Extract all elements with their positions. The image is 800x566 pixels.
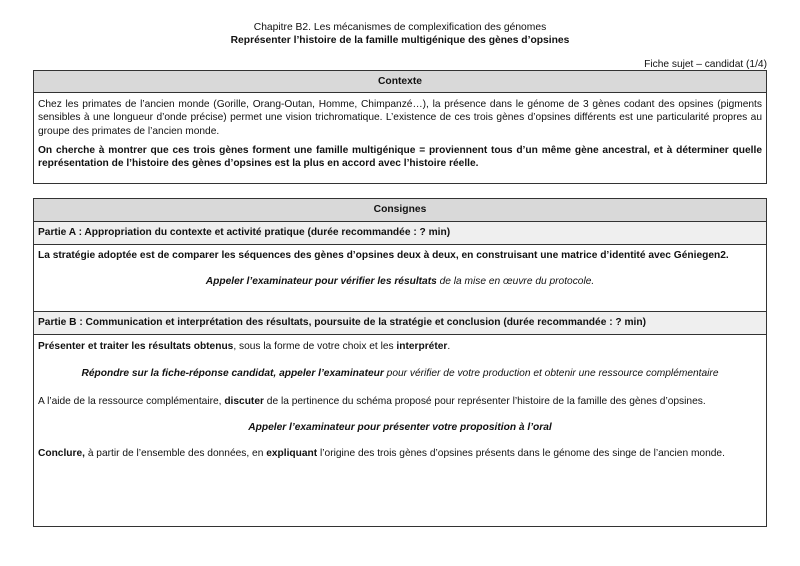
partie-b-present (38, 340, 762, 353)
present-bold: Présenter et traiter les résultats obtenus (38, 341, 234, 352)
conclude-rest: l’origine des trois gènes d’opsines présents dans le génome des singe de l’ancien monde. (317, 448, 725, 459)
conclude-bold: Conclure, (38, 448, 85, 459)
document-title: Représenter l’histoire de la famille multigénique des gènes d’opsines (230, 35, 570, 46)
respond-bold: Répondre sur la fiche-réponse candidat, appeler l’examinateur (81, 368, 384, 380)
present-bold-2: interpréter (396, 341, 448, 352)
contexte-title: Contexte (34, 71, 766, 93)
conclude-bold-2: expliquant (266, 448, 318, 459)
consignes-box (33, 198, 767, 527)
partie-b-respond (38, 367, 762, 380)
partie-b-heading: Partie B : Communication et interprétation des résultats, poursuite de la stratégie et conclusion (durée recommandée : ? min) (34, 311, 766, 335)
partie-b-oral: Appeler l’examinateur pour présenter votre proposition à l’oral (248, 421, 552, 433)
consignes-title: Consignes (34, 199, 766, 222)
contexte-paragraph-1: Chez les primates de l’ancien monde (Gorille, Orang-Outan, Homme, Chimpanzé…), la présence dans le génome de 3 gènes codant des opsines (pigments sensibles à une longueur d’onde précise) permet une vision trichromatique. L’existence de ces trois gènes d’opsines différents est une particularité propres au groupe des primates de l’ancien monde. (38, 99, 762, 137)
present-mid: , sous la forme de votre choix et les (233, 341, 397, 352)
respond-rest: pour vérifier de votre production et obtenir une ressource complémentaire (383, 368, 719, 380)
chapter-title: Chapitre B2. Les mécanismes de complexification des génomes (253, 22, 547, 33)
discuss-bold: discuter (224, 395, 264, 407)
contexte-paragraph-2: On cherche à montrer que ces trois gènes forment une famille multigénique = proviennent tous d’un même gène ancestral, et à déterminer quelle représentation de l’histoire des gènes d’opsines est la plus en accord avec l’histoire réelle. (38, 144, 762, 169)
partie-a-call-bold: Appeler l’examinateur pour vérifier les résultats (205, 276, 437, 288)
partie-b-discuss (38, 395, 762, 408)
document-header (0, 21, 800, 47)
discuss-rest: de la pertinence du schéma proposé pour représenter l’histoire de la famille des gènes d’opsines. (263, 395, 706, 407)
contexte-box (33, 70, 767, 184)
partie-a-call (38, 275, 762, 288)
present-end: . (447, 341, 451, 352)
partie-a-body (34, 245, 766, 311)
partie-a-strategy: La stratégie adoptée est de comparer les séquences des gènes d’opsines deux à deux, en construisant une matrice d’identité avec Géniegen2. (38, 250, 729, 261)
partie-b-conclude (38, 447, 762, 460)
partie-b-body (34, 335, 766, 460)
partie-a-call-rest: de la mise en œuvre du protocole. (436, 276, 595, 288)
fiche-label: Fiche sujet – candidat (1/4) (644, 59, 767, 70)
contexte-body (34, 93, 766, 170)
discuss-start: A l’aide de la ressource complémentaire, (38, 395, 225, 407)
conclude-mid: à partir de l’ensemble des données, en (84, 448, 267, 459)
partie-a-heading: Partie A : Appropriation du contexte et activité pratique (durée recommandée : ? min) (34, 222, 766, 245)
